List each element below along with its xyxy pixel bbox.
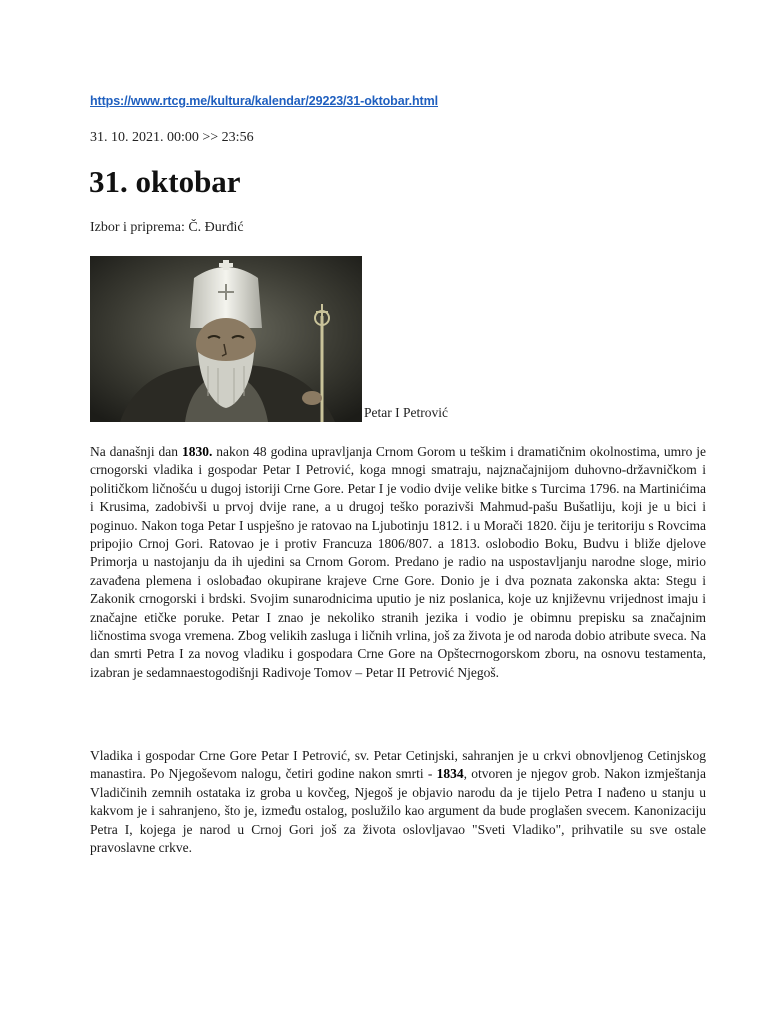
year-1834: 1834 [436,766,464,782]
paragraph-1-body: nakon 48 godina upravljanja Crnom Gorom u teškim i dramatičnim okolnostima, umro je crnogorski vladika i gospodar Petar I Petrović, koga mnogi smatraju, najznačajnijom duhovno-državničkom i političkom ličnošću u dugoj istoriji Crne Gore. Petar I je vodio dvije velike bitke s Turcima 1796. na Martinićima i Krusima, zadobivši u prvoj dvije rane, a u drugoj teško porazivši Mahmud-pašu Bušatliju, koji je u bici i poginuo. Nakon toga Petar I uspješno je ratovao na Ljubotinju 1812. i u Morači 1820. čiju je teritoriju s Rovcima pripojio Crnoj Gori. Ratovao je i protiv Francuza 1806/807. a 1813. oslobodio Boku, Budvu i bliže djelove Primorja u nastojanju da ih ujedini sa Crnom Gorom. Predano je radio na uspostavljanju narodne sloge, mirio zavađena plemena i oslobađao okupirane krajeve Crne Gore. Donio je i dva poznata zakonska akta: Stegu i Zakonik crnogorski i brdski. Svojim sunarodnicima uputio je niz poslanica, koje uz književnu vrijednost imaju i značajne etičke poruke. Petar I znao je nekoliko stranih jezika i vodio je obimnu prepisku sa značajnim ličnostima svoga vremena. Zbog velikih zasluga i ličnih vrlina, još za života je od naroda dobio atribute sveca. Na dan smrti Petra I za novog vladiku i gospodara Crne Gore na Opštecrnogorskom zboru, na osnovu testamenta, izabran je sedamnaestogodišnji Radivoje Tomov – Petar II Petrović Njegoš. [90,444,706,680]
portrait-image [90,256,362,422]
publish-datetime: 31. 10. 2021. 00:00 >> 23:56 [90,130,254,145]
image-caption: Petar I Petrović [364,405,448,420]
page-title: 31. oktobar [89,164,241,199]
paragraph-2-lead: Vladika i gospodar Crne Gore Petar I Petrović, sv. Petar Cetinjski, sahranjen je u crkvi obnovljenog Cetinjskog manastira. Po Njegoševom nalogu, četiri godine nakon smrti - [90,748,706,782]
paragraph-1-lead: Na današnji dan [90,444,182,459]
paragraph-2 [90,747,706,857]
byline: Izbor i priprema: Č. Đurđić [90,220,244,235]
source-link[interactable]: https://www.rtcg.me/kultura/kalendar/29223/31-oktobar.html [90,94,439,108]
year-1830: 1830. [181,444,213,459]
paragraph-2-body: , otvoren je njegov grob. Nakon izmještanja Vladičinih zemnih ostataka iz groba u kovčeg, Njegoš je objavio narodu da je tijelo Petra I nađeno u stanju u kakvom je i sahranjeno, što je, između ostalog, poslužilo kao argument da bude proglašen svecem. Kanonizaciju Petra I, kojega je narod u Crnoj Gori još za života oslovljavao "Sveti Vladiko", prihvatile su sve ostale pravoslavne crkve. [90,766,706,856]
paragraph-1 [90,443,706,682]
